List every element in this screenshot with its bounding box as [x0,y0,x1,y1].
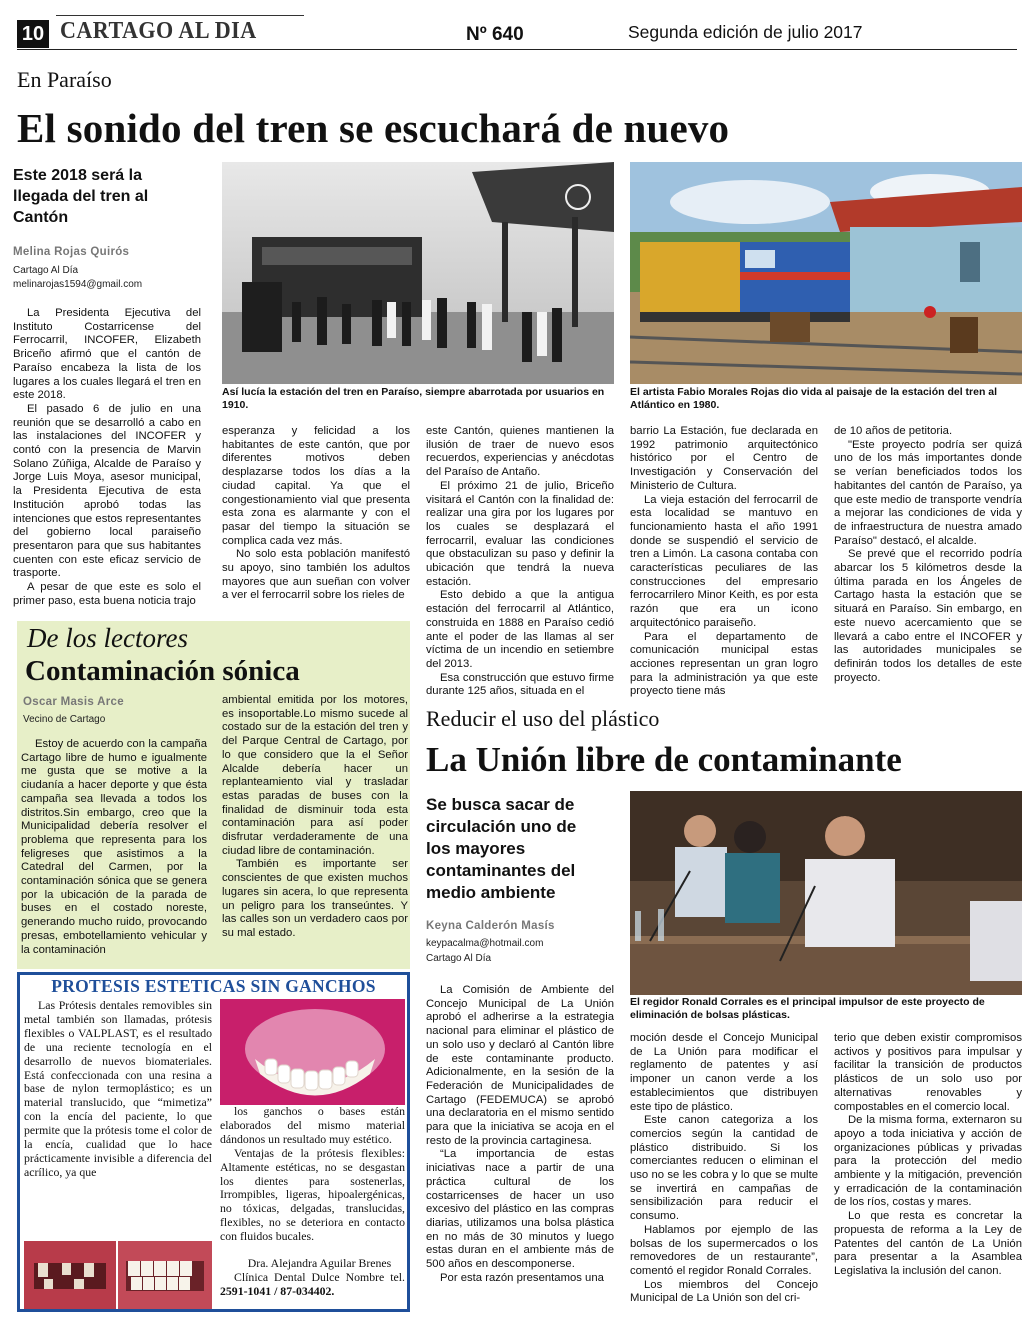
plastic-col-1 [426,984,614,1319]
issue-number: Nº 640 [466,24,524,45]
clinic-phones: 2591-1041 / 87-034402. [220,1283,335,1298]
paragraph: La vieja estación del ferrocarril de esta localidad se mantuvo en funcionamiento hasta el año 1991 donde se suspendió el servicio de tren a Limón. La casona contaba con características peculiares de las construcciones del empresario ferrocarrilero Minor Keith, es por esta razón que era un icono arquitectónico paraiseño. [630,493,818,629]
plastic-subhead: Se busca sacar de circulación uno de los mayores contaminantes del medio ambiente [426,795,577,902]
paragraph: los ganchos o bases están elaborados del mismo material dándonos un resultado muy estético. [220,1105,405,1146]
main-subhead: Este 2018 será la llegada del tren al Cantón [13,167,149,226]
paragraph: Este canon categoriza a los comercios según la cantidad de plástico distribuido. Si los comerciantes reducen o eliminan el uso no se les cobra y lo que se multe se invertirá en campañas de sensibilización para reducir el consumo. [630,1114,818,1223]
newspaper-logo: CARTAGO AL DIA [60,18,257,44]
old-station-photo [222,162,614,384]
main-col-3 [426,425,614,697]
before-teeth-photo [24,1241,116,1309]
paragraph: Por esta razón presentamos una [440,1271,604,1284]
paragraph: De la misma forma, externaron su apoyo a toda iniciativa y acción de organizaciones públicas y privadas para la protección del medio ambiente y la mitigación, prevención y erradicación de la contaminación de los ríos, costas y mares. [834,1114,1022,1209]
paragraph: moción desde el Concejo Municipal de La Unión para modificar el reglamento de patentes y así imponer un canon verde a los establecimientos que distribuyen este tipo de plástico. [630,1032,818,1113]
main-headline: El sonido del tren se escuchará de nuevo [17,105,730,151]
readers-col-2 [222,694,408,968]
council-photo [630,791,1022,995]
dental-ad [17,972,410,1312]
ad-signature [220,1257,405,1309]
paragraph: "Este proyecto podría ser quizá uno de los más importantes donde se verían beneficiados todos los habitantes del cantón de Paraíso, ya que este medio de transporte vendría a mejorar las condiciones de vida y de infraestructura de nuestra amado Paraíso" destacó, el alcalde. [834,438,1022,547]
painting-photo [630,162,1022,384]
main-email: melinarojas1594@gmail.com [13,279,143,290]
paragraph: Los miembros del Concejo Municipal de La Unión son del cri- [630,1278,818,1305]
main-col-2 [222,425,410,615]
main-col-5 [834,425,1022,697]
paragraph: Lo que resta es concretar la propuesta de reforma a la Ley de Patentes del cantón de La Unión para presentar a la Asamblea Legislativa la inclusión del canon. [834,1210,1022,1277]
council-caption: El regidor Ronald Corrales es el principal impulsor de este proyecto de eliminación de bolsas plásticas. [630,996,985,1021]
page-header [0,0,1034,56]
denture-photo [220,999,405,1105]
plastic-author: Keyna Calderón Masís [426,920,555,932]
paragraph: Para el departamento de comunicación municipal estas acciones representan un gran logro para la administración ya que este proyecto tiene más [630,630,818,697]
plastic-col-3 [834,1032,1022,1319]
main-author: Melina Rojas Quirós [13,246,130,258]
painting-caption: El artista Fabio Morales Rojas dio vida al paisaje de la estación del tren al Atlántico en 1980. [630,386,998,411]
paragraph: También es importante ser conscientes de que existen muchos lugares sin acera, lo que representa un peligro para los transeúntes. Y las calles son un verdadero caos por su mal estado. [222,858,408,939]
readers-author: Oscar Masis Arce [23,696,124,708]
paragraph: este Cantón, quienes mantienen la ilusión de traer de nuevo esos recuerdos, experiencias y anécdotas del Paraíso de Antaño. [426,425,614,479]
paragraph: No solo esta población manifestó su apoyo, sino también los adultos mayores que aun sueñan con volver a ver el ferrocarril sobre los rieles de [222,548,410,602]
main-col-1 [13,307,201,614]
readers-kicker: De los lectores [27,623,188,653]
paragraph: terio que deben existir compromisos activos y positivos para impulsar y facilitar la transición de productos plásticos de un solo uso por alternativas renovables y compostables en el comercio local. [834,1032,1022,1113]
paragraph: El pasado 6 de julio en una reunión que se desarrolló a cabo en las instalaciones del INCOFER y contó con la presencia de Marvin Solano Zúñiga, Alcalde de Paraíso y Jorge Luis Moya, asesor municipal, la Presidenta Ejecutiva de esta Institución aprobó todas las intenciones que estos representantes del gobierno local paraiseño presentaron para que sus habitantes cuenten con este eficaz servicio de trasporte. [13,402,201,580]
paragraph: barrio La Estación, fue declarada en 1992 patrimonio arquitectónico histórico por el Centro de Investigación y Conservación del Ministerio de Cultura. [630,425,818,492]
plastic-kicker: Reducir el uso del plástico [426,706,660,731]
paragraph: La Presidenta Ejecutiva del Instituto Costarricense del Ferrocarril, INCOFER, Elizabeth Briceño afirmó que el cantón de Paraíso encabeza la lista de los lugares a los cuales llegará el tren en este 2018. [13,307,201,402]
paragraph: “La importancia de estas iniciativas nace a partir de una práctica cultural de los costarricenses de hacer un uso excesivo del plástico en las compras diarias, utilizamos una bolsa plástica en no más de 30 minutos y luego estas duran en el ambiente más de 500 años en descomponerse. [426,1148,614,1271]
paragraph: de 10 años de petitoria. [834,425,953,437]
paragraph: Esa construcción que estuvo firme durante 125 años, situada en el [426,671,614,697]
readers-box [17,621,410,969]
paragraph: Hablamos por ejemplo de las bolsas de los supermercados o los removedores de un restaurante”, comentó el regidor Ronald Corrales. [630,1223,818,1277]
ad-col-2 [220,1105,405,1255]
edition-date: Segunda edición de julio 2017 [628,22,863,42]
plastic-headline: La Unión libre de contaminante [426,740,902,779]
paragraph: esperanza y felicidad a los habitantes de este cantón, que por diferentes motivos deben desplazarse todos los días a la ciudad capital. Ya que el congestionamiento vial que presenta esta zona es alarmante y con el pasar del tiempo la situación se complica cada vez más. [222,425,410,547]
header-rule [17,49,1017,50]
main-col-4 [630,425,818,697]
main-outlet: Cartago Al Día [13,265,79,276]
plastic-email: keypacalma@hotmail.com [426,938,544,949]
paragraph: Estoy de acuerdo con la campaña Cartago libre de humo e igualmente me gusta que se motive a la ciudanía a hacer deporte y que ésta campaña sea llevada a todos los distritos.Sin embargo, creo que la Municipalidad debería resolver el problema que representa para los feligreses que asistimos a la Catedral del Carmen, por la contaminación sónica que se genera por la ubicación de la parada de buses en el costado noreste, generando mucho ruido, provocando presas, embotellamiento vehicular y la contaminación [21,738,207,956]
main-kicker: En Paraíso [17,67,112,92]
readers-col-1 [21,738,207,968]
after-teeth-photo [118,1241,212,1309]
readers-headline: Contaminación sónica [25,655,300,687]
ad-title: PROTESIS ESTETICAS SIN GANCHOS [51,976,376,996]
paragraph: Las Prótesis dentales removibles sin metal también son llamadas, prótesis flexibles o VALPLAST, es el resultado de una reciente tecnología en el desarrollo de nuevos biomateriales. Está confeccionada con una resina a base de nylon termoplástico; es un material translucido, que “mimetiza” con la encía del paciente, lo que permite que la prótesis tome el color de la encía, cualidad que lo hace prácticamente invisible a diferencia del acrílico, ya que [24,999,212,1179]
readers-location: Vecino de Cartago [23,714,106,725]
old-station-caption: Así lucía la estación del tren en Paraíso, siempre abarrotada por usuarios en 1910. [222,386,605,411]
paragraph: A pesar de que este es solo el primer paso, esta buena noticia trajo [13,581,201,607]
plastic-outlet: Cartago Al Día [426,953,492,964]
clinic-line [220,1271,405,1299]
ad-col-1 [24,999,212,1239]
doctor-name: Dra. Alejandra Aguilar Brenes [247,1257,392,1270]
page-number: 10 [17,20,49,48]
paragraph: El próximo 21 de julio, Briceño visitará el Cantón con la finalidad de: realizar una gira por los lugares por los cuales se desplazará el ferrocarril, evaluar las condiciones que obstaculizan su paso y definir la ubicación que tendrá la nueva estación. [426,479,614,588]
clinic-prefix: Clínica Dental Dulce Nombre tel. [234,1269,405,1284]
paragraph: Esto debido a que la antigua estación del ferrocarril al Atlántico, construida en 1888 en Paraíso cedió ante el poder de las llamas al ser víctima de un incendio en setiembre del 2013. [426,589,614,670]
logo-underline [56,15,304,16]
paragraph: Ventajas de la prótesis flexibles: Altamente estéticas, no se desgastan los dientes para sostenerlas, Irrompibles, ligeras, hipoalergénicas, no tóxicas, delgadas, translucidas, flexibles, no se deteriora en contacto con fluidos bucales. [220,1145,405,1244]
paragraph: ambiental emitida por los motores, es insoportable.Lo mismo sucede al costado sur de la estación del tren y del Parque Central de Cartago, por lo que considero que la el Señor Alcalde debería hacer un replanteamiento vial y trasladar estas paradas de buses con la finalidad de disminuir toda esta contaminación para así poder disfrutar verdaderamente de una ciudad libre de contaminación. [222,694,408,857]
paragraph: Se prevé que el recorrido podría abarcar los 5 kilómetros desde la última parada en los Ángeles de Cartago hasta la estación que se situará en Paraíso. Sin embargo, en este nuevo acercamiento que se llevará a cabo entre el INCOFER y las autoridades municipales se definirán todos los detalles de este proyecto. [834,548,1022,684]
plastic-col-2 [630,1032,818,1319]
paragraph: La Comisión de Ambiente del Concejo Municipal de La Unión aprobó el adherirse a la estrategia nacional para eliminar el plástico de un solo uso y declaró al Cantón libre de este contaminante producto. Adicionalmente, en la sesión de la Federación de Municipalidades de Cartago (FEDEMUCA) se aprobó una declaratoria en el mismo sentido para que la iniciativa se acoja en el resto de la provincia cartaginesa. [426,984,614,1147]
